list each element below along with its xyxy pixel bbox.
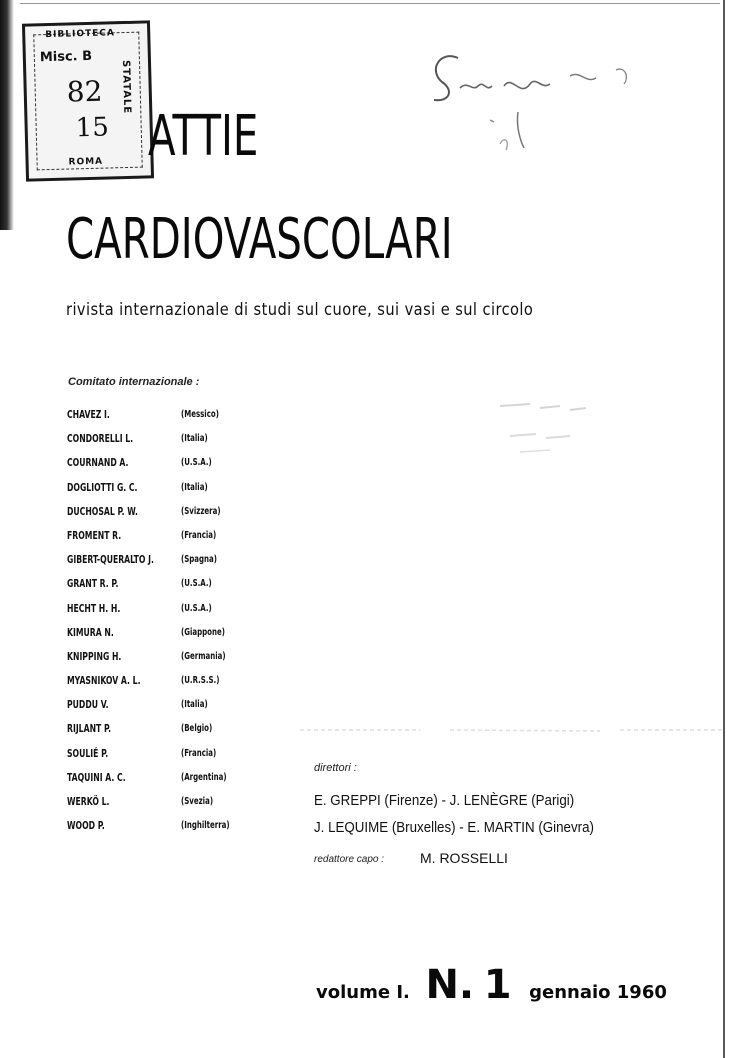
committee-member [67,815,267,839]
member-country: (Italia) [181,433,208,445]
committee-member [67,525,267,549]
member-name: MYASNIKOV A. L. [67,674,141,688]
journal-title-line-2: CARDIOVASCOLARI [66,207,453,272]
committee-heading: Comitato internazionale : [68,376,200,388]
committee-member [67,694,267,718]
stamp-misc-text: Misc. B [39,48,93,66]
member-name: CONDORELLI L. [67,432,134,446]
member-country: (Svezia) [181,796,214,807]
committee-member [67,743,267,767]
journal-title-line-1: ATTIE [148,104,259,169]
directors-line-2: J. LEQUIME (Bruxelles) - E. MARTIN (Ginevra) [314,820,594,836]
member-country: (Belgio) [181,723,213,735]
committee-member [67,501,267,525]
stamp-number-2: 15 [75,112,110,144]
stamp-top-text: BIBLIOTECA [45,28,116,41]
committee-member [67,670,267,694]
member-name: COURNAND A. [67,456,129,470]
member-country: (Germania) [181,650,226,662]
stamp-bottom-text: ROMA [68,156,104,168]
committee-member [67,549,267,573]
member-name: WOOD P. [67,819,105,833]
committee-member [67,404,267,428]
scan-edge-top [20,3,720,4]
member-country: (U.S.A.) [181,602,212,614]
member-name: CHAVEZ I. [67,408,110,421]
member-country: (Italia) [181,699,208,711]
faint-scan-line [300,726,725,734]
member-country: (Italia) [181,481,208,493]
committee-member [67,573,267,597]
editor-in-chief-name: M. ROSSELLI [420,850,508,866]
member-country: (U.R.S.S.) [181,675,220,687]
issue-number-label: N. [425,962,475,1008]
member-country: (Giappone) [181,626,225,638]
member-name: HECHT H. H. [67,601,121,615]
member-country: (Francia) [181,529,217,541]
issue-info [316,962,667,1008]
faint-bleed-through [490,392,600,462]
handwritten-annotation [420,40,650,160]
committee-list [67,404,267,839]
library-stamp [22,20,154,181]
member-country: (Argentina) [181,771,227,783]
stamp-number-1: 82 [66,74,103,109]
member-name: DUCHOSAL P. W. [67,504,138,518]
journal-subtitle: rivista internazionale di studi sul cuore, sui vasi e sul circolo [66,300,534,320]
committee-member [67,718,267,742]
committee-member [67,477,267,501]
member-name: KIMURA N. [67,625,114,639]
member-name: DOGLIOTTI G. C. [67,480,138,494]
member-name: FROMENT R. [67,528,122,542]
member-country: (Messico) [181,409,219,420]
committee-member [67,646,267,670]
volume-label: volume I. [316,982,410,1003]
member-name: SOULIÉ P. [67,746,109,760]
committee-member [67,452,267,476]
scan-edge-left [0,0,14,230]
committee-member [67,428,267,452]
member-name: PUDDU V. [67,698,109,712]
directors-line-1: E. GREPPI (Firenze) - J. LENÈGRE (Parigi) [314,793,575,809]
member-country: (Svizzera) [181,505,221,517]
issue-number: 1 [483,962,512,1008]
member-country: (Spagna) [181,554,217,566]
committee-member [67,622,267,646]
member-country: (U.S.A.) [181,578,212,590]
member-name: KNIPPING H. [67,649,122,663]
committee-member [67,791,267,815]
member-name: RIJLANT P. [67,722,112,736]
member-name: GRANT R. P. [67,577,119,591]
stamp-side-text: STATALE [119,59,133,115]
member-name: WERKÖ L. [67,795,110,808]
member-country: (Inghilterra) [181,820,230,832]
issue-date: gennaio 1960 [529,982,667,1003]
member-name: TAQUINI A. C. [67,770,126,784]
committee-member [67,598,267,622]
committee-member [67,767,267,791]
directors-label: direttori : [314,762,357,774]
member-name: GIBERT-QUERALTO J. [67,553,154,567]
scan-edge-right [723,0,725,1058]
member-country: (Francia) [181,747,217,759]
editor-in-chief-label: redattore capo : [314,854,385,865]
member-country: (U.S.A.) [181,457,212,469]
